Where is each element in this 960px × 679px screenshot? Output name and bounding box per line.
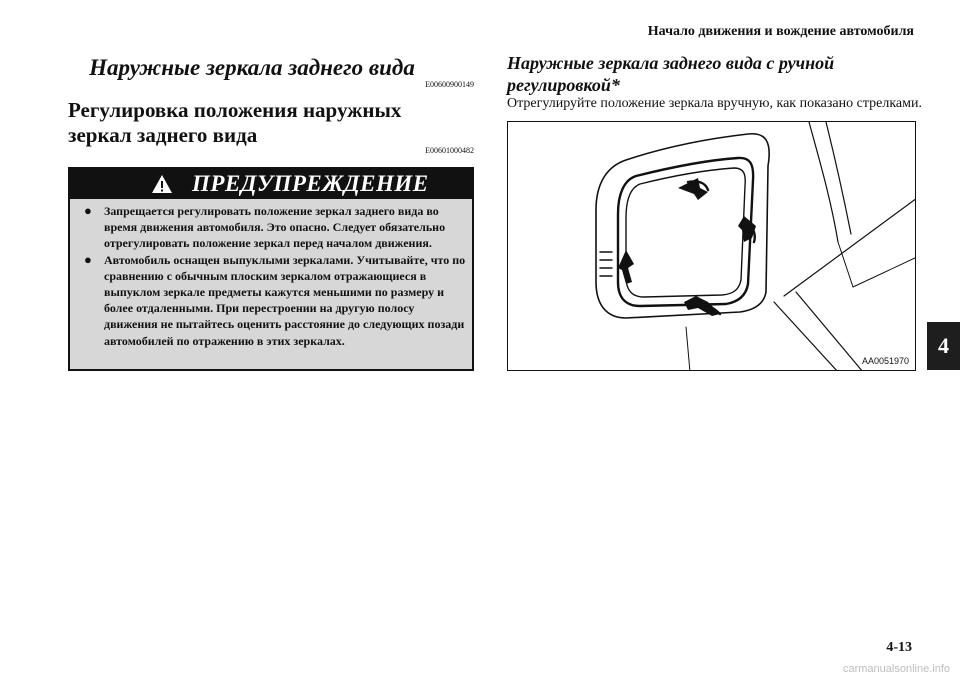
warning-item <box>84 203 468 252</box>
subsection-title: Регулировка положения наружных зеркал заднего вида <box>68 98 402 147</box>
figure-code: AA0051970 <box>861 356 909 366</box>
warning-box <box>68 167 474 371</box>
warning-triangle-icon <box>151 174 173 194</box>
mirror-illustration <box>508 122 916 371</box>
warning-header <box>70 169 472 199</box>
section-title: Наружные зеркала заднего вида <box>89 55 415 80</box>
right-section-title: Наружные зеркала заднего вида с ручной регулировкой* <box>507 53 835 95</box>
subsection-code: E00601000482 <box>425 146 474 155</box>
watermark: carmanualsonline.info <box>842 663 950 675</box>
running-header: Начало движения и вождение автомобиля <box>647 24 914 39</box>
warning-item-text: Запрещается регулировать положение зеркал заднего вида во время движения автомобиля. Это опасно. Следует обязательно отрегулировать положение зеркал перед началом движения. <box>104 204 446 251</box>
page-number: 4-13 <box>886 640 912 655</box>
mirror-figure <box>507 121 916 371</box>
warning-list <box>84 203 468 349</box>
warning-label: ПРЕДУПРЕЖДЕНИЕ <box>192 171 429 196</box>
chapter-tab: 4 <box>927 322 960 370</box>
instruction-text: Отрегулируйте положение зеркала вручную, как показано стрелками. <box>507 96 922 111</box>
warning-item <box>84 252 468 349</box>
bullet-icon: ● <box>84 251 92 267</box>
bullet-icon: ● <box>84 203 92 218</box>
section-code: E00600900149 <box>425 80 474 89</box>
warning-item-text: Автомобиль оснащен выпуклыми зеркалами. Учитывайте, что по сравнению с обычным плоским зеркалом отражающиеся в выпуклом зеркале предметы кажутся меньшими по размеру и более отдаленными. При перестроении на другую полосу движения не пытайтесь оценить расстояние до следующих позади автомобилей по отражению в этих зеркалах. <box>104 252 466 348</box>
